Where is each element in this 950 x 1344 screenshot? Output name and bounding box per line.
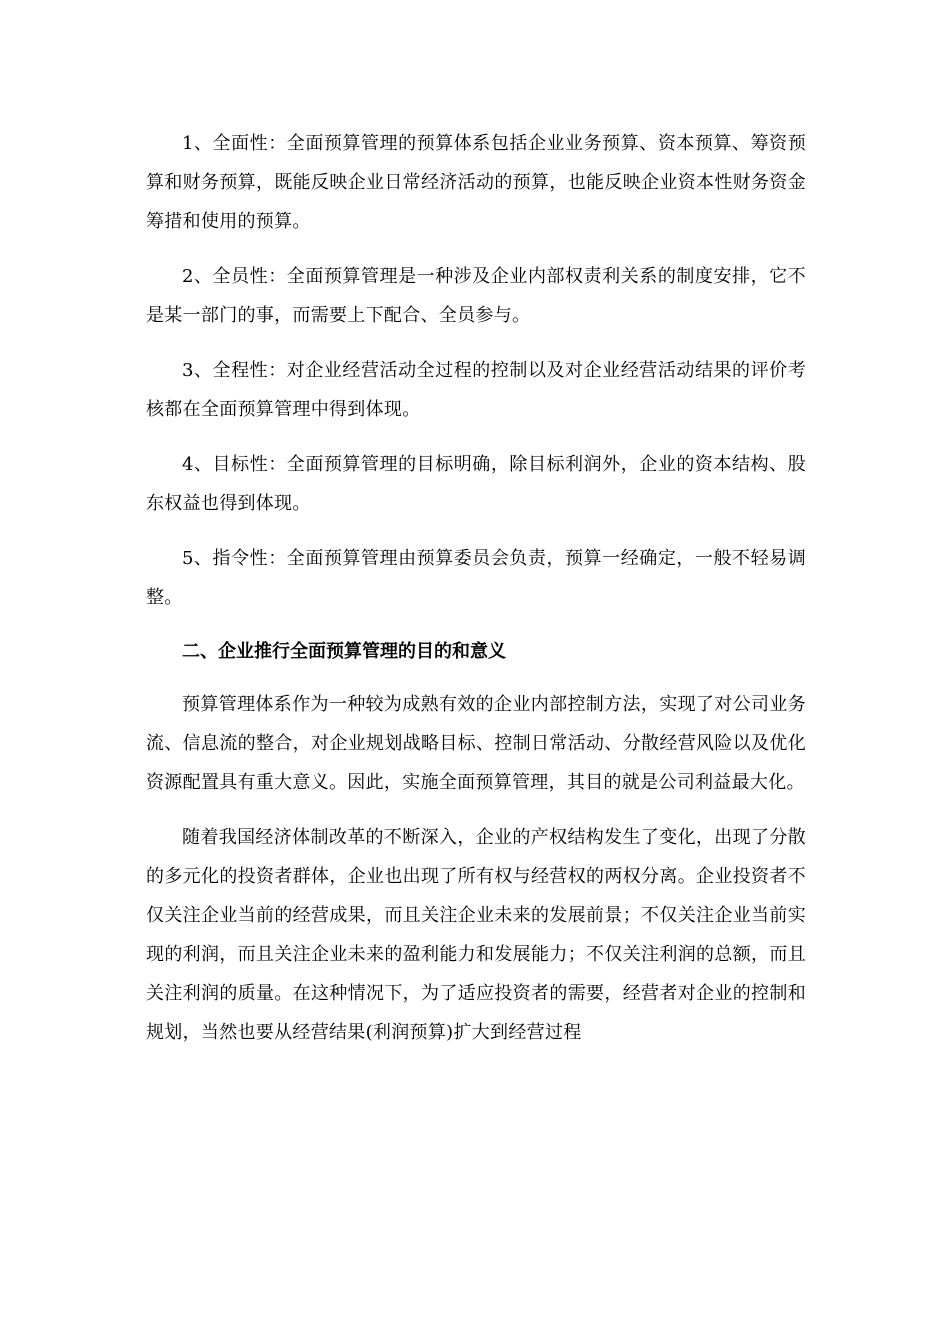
document-body [146, 124, 806, 1068]
paragraph-comprehensiveness: 1、全面性：全面预算管理的预算体系包括企业业务预算、资本预算、筹资预算和财务预算，既能反映企业日常经济活动的预算，也能反映企业资本性财务资金筹措和使用的预算。 [146, 133, 806, 232]
paragraph-all-staff: 2、全员性：全面预算管理是一种涉及企业内部权责利关系的制度安排，它不是某一部门的事，而需要上下配合、全员参与。 [146, 266, 806, 326]
paragraph-target: 4、目标性：全面预算管理的目标明确，除目标利润外，企业的资本结构、股东权益也得到体现。 [146, 454, 806, 514]
section-heading: 二、企业推行全面预算管理的目的和意义 [182, 641, 506, 662]
paragraph-reform: 随着我国经济体制改革的不断深入，企业的产权结构发生了变化，出现了分散的多元化的投资者群体，企业也出现了所有权与经营权的两权分离。企业投资者不仅关注企业当前的经营成果，而且关注企业未来的发展前景；不仅关注企业当前实现的利润，而且关注企业未来的盈利能力和发展能力；不仅关注利润的总额，而且关注利润的质量。在这种情况下，为了适应投资者的需要，经营者对企业的控制和规划，当然也要从经营结果(利润预算)扩大到经营过程 [146, 827, 806, 1043]
paragraph-directive: 5、指令性：全面预算管理由预算委员会负责，预算一经确定，一般不轻易调整。 [146, 548, 806, 608]
paragraph-whole-process: 3、全程性：对企业经营活动全过程的控制以及对企业经营活动结果的评价考核都在全面预算管理中得到体现。 [146, 360, 806, 420]
paragraph-purpose: 预算管理体系作为一种较为成熟有效的企业内部控制方法，实现了对公司业务流、信息流的整合，对企业规划战略目标、控制日常活动、分散经营风险以及优化资源配置具有重大意义。因此，实施全面预算管理，其目的就是公司利益最大化。 [146, 694, 806, 793]
